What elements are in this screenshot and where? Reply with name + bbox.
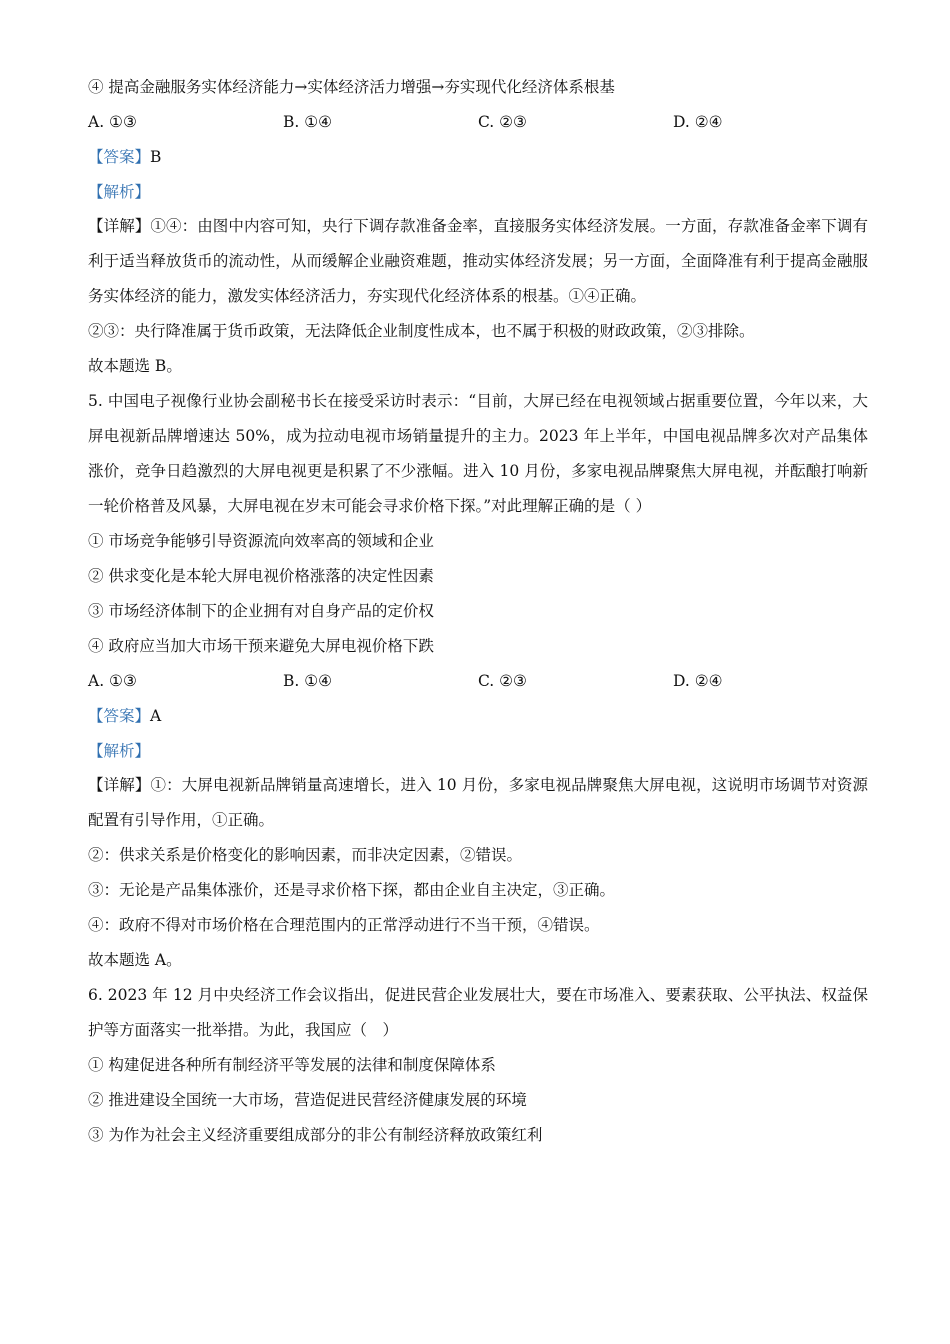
q6-item-2: ② 推进建设全国统一大市场，营造促进民营经济健康发展的环境 xyxy=(88,1091,527,1109)
q4-option-c: C. ②③ xyxy=(478,113,527,131)
q6-item-1: ① 构建促进各种所有制经济平等发展的法律和制度保障体系 xyxy=(88,1056,496,1074)
q5-answer-tag: 【答案】 xyxy=(88,707,151,725)
q5-conclusion: 故本题选 A。 xyxy=(88,951,182,969)
q5-detail-3: ③：无论是产品集体涨价，还是寻求价格下探，都由企业自主决定，③正确。 xyxy=(88,881,616,899)
q4-option-d: D. ②④ xyxy=(673,113,723,131)
q5-options xyxy=(88,670,868,692)
q5-answer-value: A xyxy=(150,707,162,725)
q4-detail-1: 【详解】①④：由图中内容可知，央行下调存款准备金率，直接服务实体经济发展。一方面，存款准备金率下调有利于适当释放货币的流动性，从而缓解企业融资难题，推动实体经济发展；另一方面，全面降准有利于提高金融服务实体经济的能力，激发实体经济活力，夯实现代化经济体系的根基。①④正确。 xyxy=(88,217,868,305)
q4-option-a: A. ①③ xyxy=(88,113,137,131)
q4-item-4: ④ 提高金融服务实体经济能力→实体经济活力增强→夯实现代化经济体系根基 xyxy=(88,78,615,96)
q6-stem: 6. 2023 年 12 月中央经济工作会议指出，促进民营企业发展壮大，要在市场准入、要素获取、公平执法、权益保护等方面落实一批举措。为此，我国应（ ） xyxy=(88,986,868,1039)
q4-detail-2: ②③：央行降准属于货币政策，无法降低企业制度性成本，也不属于积极的财政政策，②③排除。 xyxy=(88,322,755,340)
q5-option-c: C. ②③ xyxy=(478,672,527,690)
document-page xyxy=(88,76,868,1153)
q5-option-d: D. ②④ xyxy=(673,672,723,690)
q5-item-3: ③ 市场经济体制下的企业拥有对自身产品的定价权 xyxy=(88,602,434,620)
q4-analysis-tag: 【解析】 xyxy=(88,183,151,201)
q5-stem: 5. 中国电子视像行业协会副秘书长在接受采访时表示：“目前，大屏已经在电视领域占据重要位置，今年以来，大屏电视新品牌增速达 50%，成为拉动电视市场销量提升的主力。2023 年上半年，中国电视品牌多次对产品集体涨价，竞争日趋激烈的大屏电视更是积累了不少涨幅。进入 10 月份，多家电视品牌聚焦大屏电视，并酝酿打响新一轮价格普及风暴，大屏电视在岁末可能会寻求价格下探。”对此理解正确的是（ ） xyxy=(88,392,868,515)
q5-detail-tag: 【详解】 xyxy=(88,776,151,794)
q4-answer-tag: 【答案】 xyxy=(88,148,151,166)
q6-item-3: ③ 为作为社会主义经济重要组成部分的非公有制经济释放政策红利 xyxy=(88,1126,543,1144)
q4-detail-tag: 【详解】 xyxy=(88,217,151,235)
q4-answer-value: B xyxy=(150,148,162,166)
q5-item-4: ④ 政府应当加大市场干预来避免大屏电视价格下跌 xyxy=(88,637,434,655)
q5-answer xyxy=(88,705,868,727)
q5-detail-1: 【详解】①：大屏电视新品牌销量高速增长，进入 10 月份，多家电视品牌聚焦大屏电视，这说明市场调节对资源配置有引导作用，①正确。 xyxy=(88,776,868,829)
q4-answer xyxy=(88,146,868,168)
q5-analysis-tag: 【解析】 xyxy=(88,742,151,760)
q4-conclusion: 故本题选 B。 xyxy=(88,357,182,375)
q5-item-1: ① 市场竞争能够引导资源流向效率高的领域和企业 xyxy=(88,532,434,550)
q5-item-2: ② 供求变化是本轮大屏电视价格涨落的决定性因素 xyxy=(88,567,434,585)
q4-option-b: B. ①④ xyxy=(283,113,333,131)
q4-options xyxy=(88,111,868,133)
q5-option-a: A. ①③ xyxy=(88,672,137,690)
q5-detail-4: ④：政府不得对市场价格在合理范围内的正常浮动进行不当干预，④错误。 xyxy=(88,916,600,934)
q5-detail-2: ②：供求关系是价格变化的影响因素，而非决定因素，②错误。 xyxy=(88,846,523,864)
q5-option-b: B. ①④ xyxy=(283,672,333,690)
